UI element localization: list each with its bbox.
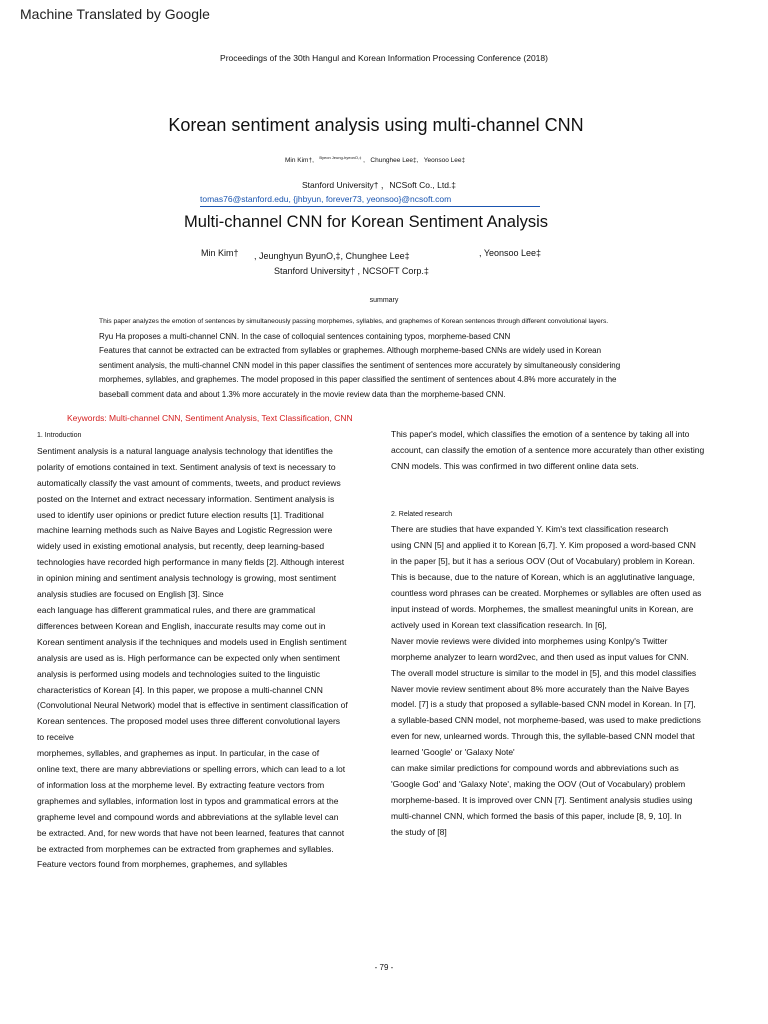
body-line: in opinion mining and sentiment analysis technology is growing, most sentiment [37,573,337,584]
body-line: Feature vectors found from morphemes, graphemes, and syllables [37,859,288,870]
email-underline [200,206,540,207]
body-line: actively used in Korean text classification research. In [6], [391,619,607,630]
abstract [99,315,689,403]
author-en-4: , Yeonsoo Lee‡ [479,248,542,258]
paper-title-translated: Korean sentiment analysis using multi-channel CNN [168,115,584,135]
body-line: analysis are used as is. High performance can be expected only when sentiment [37,652,340,663]
body-line: technologies have recorded high performance in many fields [2]. Although interest [37,557,345,568]
body-line: analysis is performed using models and technologies suited to the linguistic [37,668,321,679]
body-line: used to identify user opinions or predict future election results [1]. Traditional [37,509,324,520]
spacer-line [391,491,704,507]
summary-heading: summary [369,297,399,304]
body-line: automatically classify the vast amount of comments, tweets, and product reviews [37,477,341,488]
spacer-line [391,475,704,491]
affiliation-translated: Stanford University† ，NCSoft Co., Ltd.‡ [302,180,457,190]
body-line: Naver movie review sentiment about 8% more accurately than the Naive Bayes [391,683,690,694]
keywords: Keywords: Multi-channel CNN, Sentiment Analysis, Text Classification, CNN [67,413,353,423]
body-line: even for new, unlearned words. Through this, the syllable-based CNN model that [391,731,695,742]
abstract-line: This paper analyzes the emotion of sentences by simultaneously passing morphemes, syllables, and graphemes of Korean sentences through different convolutional layers. [99,318,609,325]
abstract-line: Features that cannot be extracted can be extracted from syllables or graphemes. Although morpheme-based CNNs are widely used in Korean [99,346,602,356]
author-en-1: Min Kim† [201,248,239,258]
body-line: online text, there are many abbreviations or spelling errors, which can lead to a lot [37,764,346,775]
left-column [37,428,348,873]
body-line: account, can classify the emotion of a sentence more accurately than other existing [391,444,705,455]
body-line: morpheme analyzer to learn word2vec, and then used as input values for CNN. [391,651,689,662]
author-3: Chunghee Lee‡ [370,157,417,164]
body-line: multi-channel CNN, which formed the basis of this paper, include [8, 9, 10]. In [391,810,682,821]
body-line: polarity of emotions contained in text. Sentiment analysis of text is necessary to [37,461,336,472]
body-line: model. [7] is a study that proposed a syllable-based CNN model in Korean. In [7], [391,699,696,710]
abstract-line: Ryu Ha proposes a multi-channel CNN. In the case of colloquial sentences containing typos, morpheme-based CNN [99,331,511,341]
body-line: machine learning methods such as Naive Bayes and Logistic Regression were [37,525,333,536]
body-line: This is because, due to the nature of Korean, which is an agglutinative language, [391,572,695,583]
section-heading-introduction: 1. Introduction [37,432,82,439]
body-line: morphemes, syllables, and graphemes as input. In particular, in the case of [37,748,320,759]
body-line: be extracted from morphemes can be extracted from graphemes and syllables. [37,843,334,854]
author-1: Min Kim† [285,157,313,164]
body-line: The overall model structure is similar to the model in [5], and this model classifies [391,667,697,678]
body-line: Korean sentences. The proposed model uses three different convolutional layers [37,716,341,727]
author-2: Byeon Jeung-hyeonO,‡ [319,155,362,160]
body-line: There are studies that have expanded Y. Kim's text classification research [391,524,669,535]
body-line: CNN models. This was confirmed in two different online data sets. [391,460,639,471]
body-line: of information loss at the morpheme level. By extracting feature vectors from [37,779,325,790]
body-line: the study of [8] [391,826,447,837]
body-line: posted on the Internet and extract necessary information. Sentiment analysis is [37,493,335,504]
body-line: countless word phrases can be created. Morphemes or syllables are often used as [391,588,702,599]
body-line: be extracted. And, for new words that have not been learned, features that cannot [37,827,345,838]
body-line: (Convolutional Neural Network) model that is effective in sentiment classification of [37,700,348,711]
author-en-2-3: , Jeunghyun ByunO,‡, Chunghee Lee‡ [254,251,410,261]
body-line: differences between Korean and English, inaccurate results may come out in [37,620,326,631]
body-line: analysis studies are focused on English [3]. Since [37,589,224,600]
body-line: each language has different grammatical rules, and there are grammatical [37,604,316,615]
body-line: characteristics of Korean [4]. In this paper, we propose a multi-channel CNN [37,684,323,695]
abstract-line: baseball comment data and about 1.3% more accurately in the movie review data than the morpheme-based CNN. [99,389,506,399]
body-line: 'Google God' and 'Galaxy Note', making the OOV (Out of Vocabulary) problem [391,778,686,789]
page-number: - 79 - [374,963,394,972]
body-line: using CNN [5] and applied it to Korean [6,7]. Y. Kim proposed a word-based CNN [391,540,696,551]
body-line: widely used in existing emotional analysis, but recently, deep learning-based [37,541,325,552]
abstract-line: morphemes, syllables, and graphemes. The model proposed in this paper classified the sentiment of sentences about 4.8% more accurately in the [99,375,617,385]
authors-translated: Min Kim†, $^{Byeon Jeung-hyeonO,\ddagger}$ , Chunghee Lee‡, Yeonsoo Lee‡ [285,155,466,164]
body-line: input instead of words. Morphemes, the smallest meaningful units in Korean, are [391,603,694,614]
body-line: to receive [37,732,74,743]
body-line: a syllable-based CNN model, not morpheme-based, was used to make predictions [391,715,701,726]
proceedings-header: Proceedings of the 30th Hangul and Korean Information Processing Conference (2018) [220,53,548,63]
author-4: Yeonsoo Lee‡ [423,157,466,164]
body-line: graphemes and syllables, information lost in typos and grammatical errors at the [37,795,339,806]
section-heading-related-research: 2. Related research [391,510,453,518]
body-line: grapheme level and compound words and abbreviations at the syllable level can [37,811,339,822]
right-column [391,427,704,841]
abstract-line: sentiment analysis, the multi-channel CNN model in this paper classifies the sentiment of sentences more accurately by simultaneously considering [99,360,621,370]
paper-title-english: Multi-channel CNN for Korean Sentiment Analysis [183,213,549,231]
machine-translation-banner: Machine Translated by Google [20,6,210,22]
body-line: morpheme-based. It is improved over CNN [7]. Sentiment analysis studies using [391,794,693,805]
author-emails-link[interactable]: tomas76@stanford.edu, {jhbyun, forever73, yeonsoo}@ncsoft.com [200,194,452,204]
body-line: Sentiment analysis is a natural language analysis technology that identifies the [37,445,333,456]
affiliation-english: Stanford University† , NCSOFT Corp.‡ [274,266,429,276]
body-line: can make similar predictions for compound words and abbreviations such as [391,763,679,774]
body-line: learned 'Google' or 'Galaxy Note' [391,747,515,758]
body-line: Naver movie reviews were divided into morphemes using Konlpy's Twitter [391,635,668,646]
body-line: Korean sentiment analysis if the techniques and models used in English sentiment [37,636,347,647]
body-line: This paper's model, which classifies the emotion of a sentence by taking all into [391,429,690,439]
body-line: in the paper [5], but it has a serious OOV (Out of Vocabulary) problem in Korean. [391,556,695,567]
